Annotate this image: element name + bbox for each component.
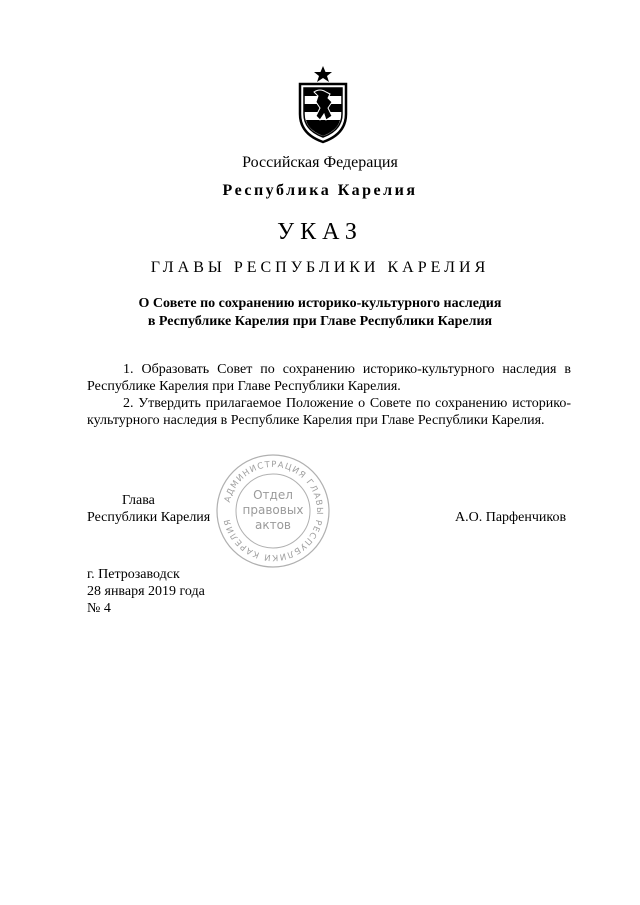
title-line-1: О Совете по сохранению историко-культурного наследия (138, 296, 502, 311)
stamp-line-3: актов (254, 518, 292, 532)
republic-name: Республика Карелия (222, 182, 418, 199)
signature-position (87, 492, 210, 526)
body-item-2: 2. Утвердить прилагаемое Положение о Совете по сохранению историко-культурного наследия в Республике Карелия при Главе Республики Карелия. (87, 396, 571, 428)
document-body (87, 361, 571, 429)
document-issuer: ГЛАВЫ РЕСПУБЛИКИ КАРЕЛИЯ (150, 259, 490, 276)
signing-date: 28 января 2019 года (87, 584, 205, 599)
document-title (0, 295, 640, 331)
coat-of-arms-icon (294, 64, 352, 144)
document-number: № 4 (87, 601, 111, 616)
signature-position-line-2: Республики Карелия (87, 510, 211, 525)
signature-position-line-1: Глава (122, 493, 155, 508)
document-type: УКАЗ (277, 219, 363, 245)
title-line-2: в Республике Карелия при Главе Республики Карелия (147, 314, 493, 329)
document-footer (87, 566, 205, 617)
official-stamp (215, 453, 331, 569)
signatory-name: А.О. Парфенчиков (455, 510, 567, 525)
country-name: Российская Федерация (242, 154, 398, 171)
place-of-signing: г. Петрозаводск (87, 567, 180, 582)
body-item-1: 1. Образовать Совет по сохранению историко-культурного наследия в Республике Карелия при Главе Республики Карелия. (87, 362, 571, 394)
stamp-line-2: правовых (242, 503, 304, 517)
stamp-line-1: Отдел (253, 488, 293, 502)
stamp-ring-text: АДМИНИСТРАЦИЯ ГЛАВЫ РЕСПУБЛИКИ КАРЕЛИЯ (222, 459, 325, 563)
